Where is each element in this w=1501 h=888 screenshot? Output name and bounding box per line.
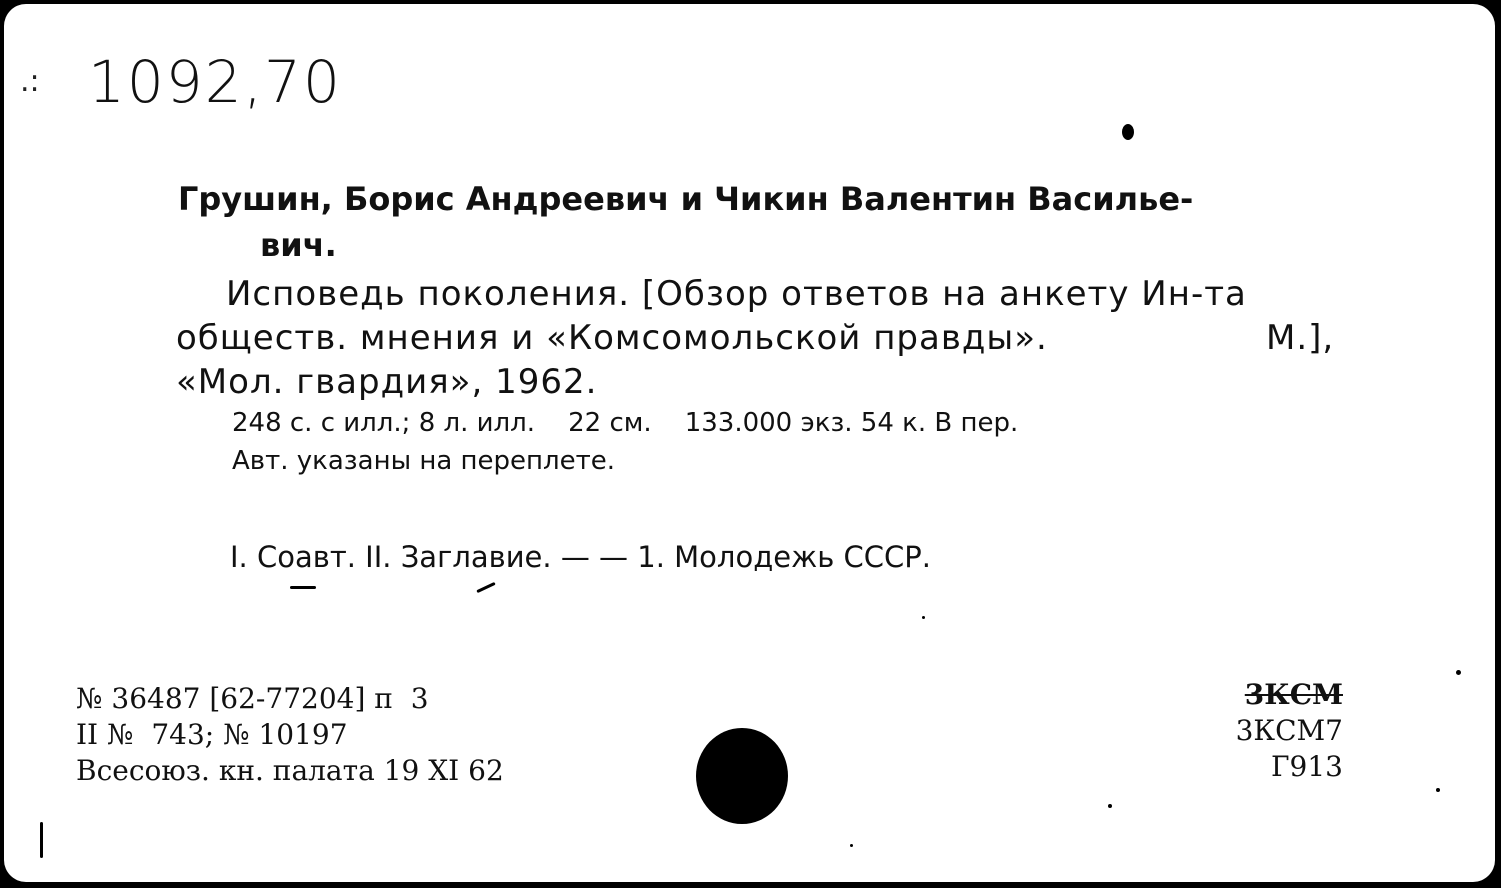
ink-stroke bbox=[40, 822, 43, 858]
title-line3: «Мол. гвардия», 1962. bbox=[176, 362, 598, 402]
author-mark: Г913 bbox=[1271, 750, 1343, 783]
title-line1: Исповедь поколения. [Обзор ответов на анкету Ин-та bbox=[226, 274, 1247, 314]
title-line2: обществ. мнения и «Комсомольской правды». bbox=[176, 318, 1048, 358]
physical-description: 248 с. с илл.; 8 л. илл. 22 см. 133.000 экз. 54 к. В пер. bbox=[232, 408, 1019, 438]
catalog-card bbox=[4, 4, 1495, 882]
note-line: Авт. указаны на переплете. bbox=[232, 446, 616, 476]
footer-line2: II № 743; № 10197 bbox=[76, 718, 348, 751]
title-line2-end: М.], bbox=[1266, 318, 1335, 358]
speck bbox=[1436, 788, 1440, 792]
underline-mark bbox=[290, 586, 316, 589]
struck-code: 3КСМ bbox=[1244, 678, 1343, 711]
speck bbox=[850, 844, 853, 847]
footer-line3: Всесоюз. кн. палата 19 XI 62 bbox=[76, 754, 504, 787]
author-heading-line1: Грушин, Борис Андреевич и Чикин Валентин Василье- bbox=[178, 180, 1194, 218]
tracings: I. Соавт. II. Заглавие. — — 1. Молодежь СССР. bbox=[230, 540, 931, 574]
speck bbox=[1108, 804, 1112, 808]
handwritten-accession-number: 1092,70 bbox=[88, 48, 342, 116]
speck bbox=[922, 616, 925, 619]
classification-code: 3КСМ7 bbox=[1235, 714, 1343, 747]
ink-dot bbox=[1122, 124, 1134, 140]
underline-mark bbox=[476, 582, 495, 593]
punched-hole bbox=[696, 728, 788, 824]
author-heading-line2: вич. bbox=[260, 226, 337, 264]
footer-line1: № 36487 [62-77204] п 3 bbox=[76, 682, 429, 715]
speck bbox=[1456, 670, 1461, 675]
handwritten-prefix: .: bbox=[20, 64, 40, 99]
